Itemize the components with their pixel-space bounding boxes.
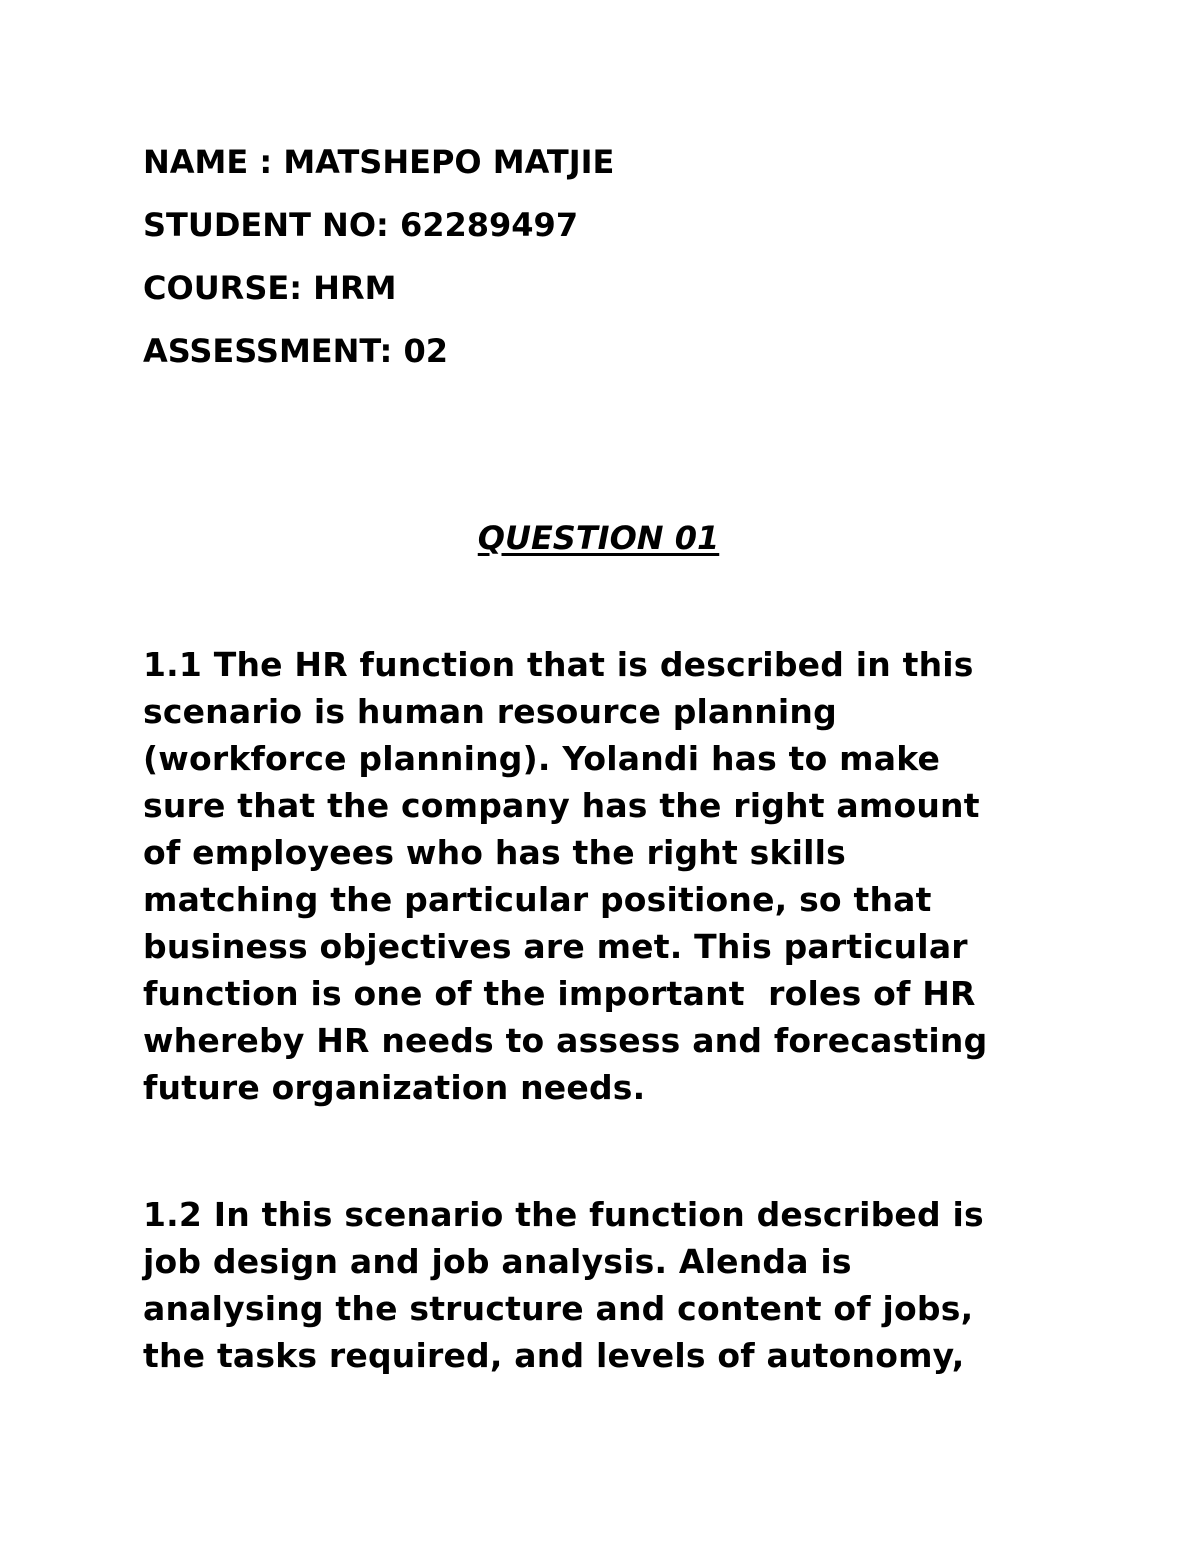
answer-line: 1.2 In this scenario the function described is — [143, 1195, 984, 1234]
student-details — [143, 142, 1043, 394]
student-number: STUDENT NO: 62289497 — [143, 206, 579, 244]
answer-1-1 — [143, 641, 1073, 1111]
answer-1-2 — [143, 1191, 1073, 1379]
answer-line: sure that the company has the right amount — [143, 786, 980, 825]
answer-line: scenario is human resource planning — [143, 692, 837, 731]
answer-line: business objectives are met. This particular — [143, 927, 968, 966]
answer-line: matching the particular positione, so that — [143, 880, 932, 919]
answer-line: function is one of the important roles of HR — [143, 974, 976, 1013]
answer-line: job design and job analysis. Alenda is — [143, 1242, 852, 1281]
answer-line: analysing the structure and content of jobs, — [143, 1289, 974, 1328]
assessment: ASSESSMENT: 02 — [143, 332, 448, 370]
answer-line: 1.1 The HR function that is described in this — [143, 645, 974, 684]
answer-line: of employees who has the right skills — [143, 833, 846, 872]
answer-line: future organization needs. — [143, 1068, 646, 1107]
answer-line: (workforce planning). Yolandi has to make — [143, 739, 941, 778]
answer-line: whereby HR needs to assess and forecasting — [143, 1021, 988, 1060]
question-heading: QUESTION 01 — [477, 519, 720, 557]
student-name: NAME : MATSHEPO MATJIE — [143, 143, 615, 181]
answer-line: the tasks required, and levels of autonomy, — [143, 1336, 965, 1375]
course: COURSE: HRM — [143, 269, 397, 307]
